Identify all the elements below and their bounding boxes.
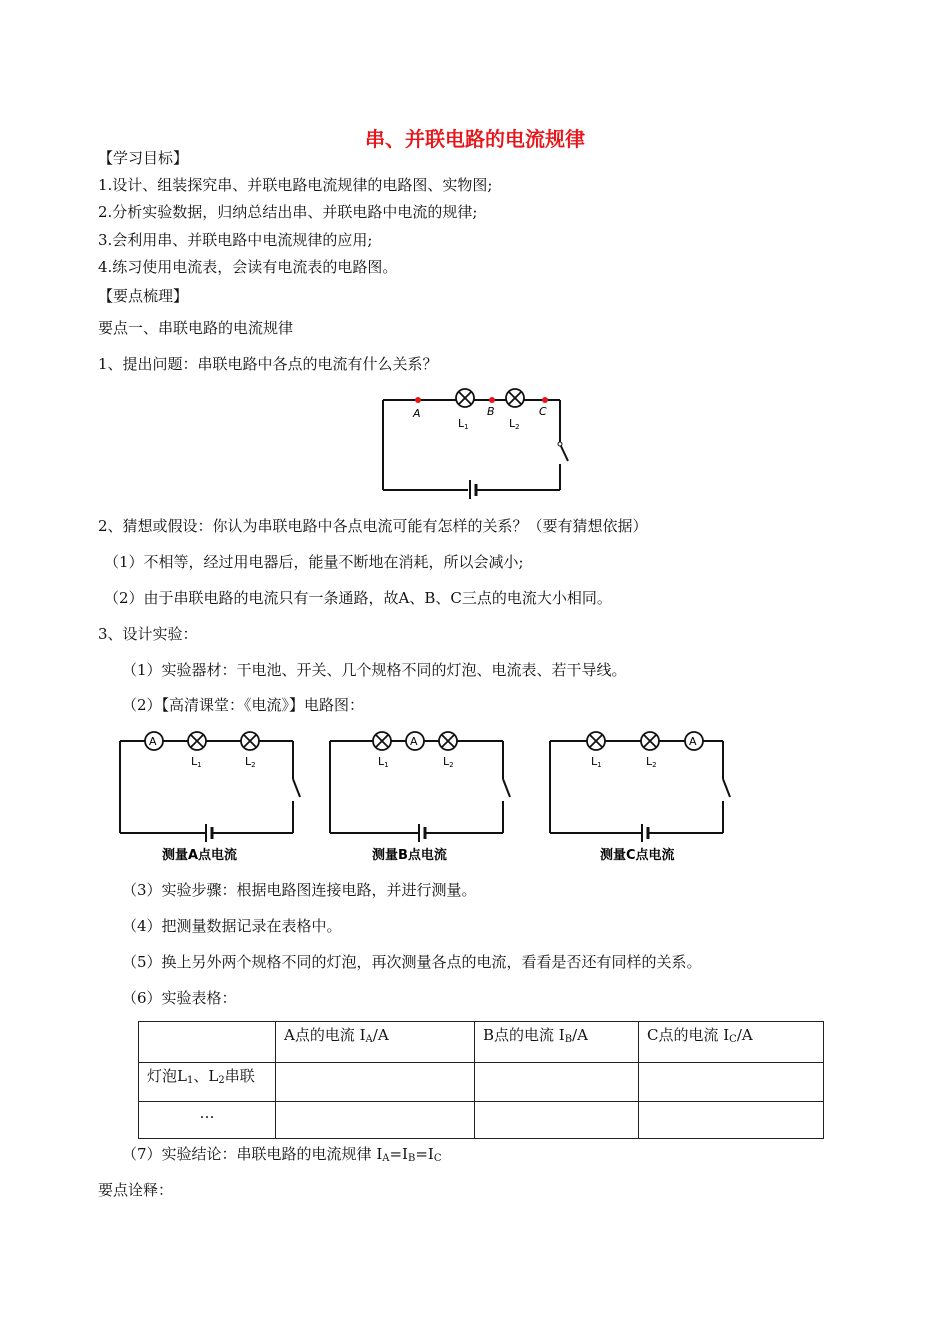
question-3: 3、设计实验： — [98, 625, 198, 643]
lamp-l2-symbol — [506, 389, 524, 407]
point-one-title: 要点一、串联电路的电流规律 — [98, 319, 294, 337]
label-l1: L1 — [458, 417, 469, 431]
label-l1: L1 — [591, 755, 602, 769]
table-row — [139, 1063, 824, 1102]
label-l2: L2 — [245, 755, 256, 769]
point-c-marker — [542, 397, 548, 403]
step-6: （6）实验表格： — [122, 989, 237, 1007]
svg-text:A: A — [149, 735, 157, 748]
table-cell — [639, 1102, 824, 1139]
label-a: A — [413, 407, 421, 420]
label-l2: L2 — [646, 755, 657, 769]
table-row-label-ellipsis: … — [139, 1102, 276, 1139]
svg-text:A: A — [689, 735, 697, 748]
step-2: （2）【高清课堂：《电流》】电路图： — [122, 696, 365, 714]
lamp-l1-symbol — [373, 732, 391, 750]
caption-measure-c: 测量C点电流 — [600, 848, 675, 863]
battery-symbol — [470, 480, 476, 499]
step-4: （4）把测量数据记录在表格中。 — [122, 917, 342, 935]
lamp-l1-symbol — [456, 389, 474, 407]
hypothesis-2: （2）由于串联电路的电流只有一条通路，故A、B、C三点的电流大小相同。 — [104, 589, 612, 607]
series-circuit-diagram — [375, 384, 570, 499]
label-l1: L1 — [378, 755, 389, 769]
step-7-conclusion: （7）实验结论：串联电路的电流规律 $I_A=I_B=I_C$ — [122, 1145, 442, 1164]
circuit-measure-c — [542, 725, 737, 867]
ammeter-symbol — [406, 732, 424, 750]
table-cell — [276, 1063, 475, 1102]
table-row-label-series: 灯泡$L_1$、$L_2$串联 — [139, 1063, 276, 1102]
label-c: C — [539, 405, 547, 418]
ammeter-symbol — [685, 732, 703, 750]
svg-text:A: A — [410, 735, 418, 748]
goal-item-2: 2.分析实验数据，归纳总结出串、并联电路中电流的规律; — [98, 203, 478, 221]
table-header-c: C点的电流 $I_C/A$ — [639, 1022, 824, 1063]
goal-item-3: 3.会利用串、并联电路中电流规律的应用; — [98, 231, 373, 249]
lamp-l2-symbol — [241, 732, 259, 750]
table-cell-empty — [139, 1022, 276, 1063]
table-row — [139, 1102, 824, 1139]
caption-measure-a: 测量A点电流 — [162, 848, 238, 863]
hypothesis-1: （1）不相等，经过用电器后，能量不断地在消耗，所以会减小; — [104, 553, 524, 571]
question-1: 1、提出问题：串联电路中各点的电流有什么关系？ — [98, 355, 438, 373]
label-l2: L2 — [509, 417, 520, 431]
ammeter-symbol — [145, 732, 163, 750]
lamp-l2-symbol — [641, 732, 659, 750]
point-a-marker — [415, 397, 421, 403]
table-cell — [276, 1102, 475, 1139]
step-1: （1）实验器材：干电池、开关、几个规格不同的灯泡、电流表、若干导线。 — [122, 661, 627, 679]
label-b: B — [487, 405, 495, 418]
experiment-table — [138, 1021, 824, 1139]
lamp-l2-symbol — [439, 732, 457, 750]
circuit-measure-a — [112, 725, 307, 867]
caption-measure-b: 测量B点电流 — [372, 848, 447, 863]
switch-symbol — [560, 444, 568, 461]
table-cell — [475, 1063, 639, 1102]
lamp-l1-symbol — [587, 732, 605, 750]
label-l1: L1 — [191, 755, 202, 769]
goal-item-4: 4.练习使用电流表，会读有电流表的电路图。 — [98, 258, 398, 276]
point-b-marker — [489, 397, 495, 403]
table-header-a: A点的电流 $I_A/A$ — [276, 1022, 475, 1063]
key-point-explanation-heading: 要点诠释： — [98, 1181, 174, 1199]
circuit-measure-b — [322, 725, 517, 867]
step-5: （5）换上另外两个规格不同的灯泡，再次测量各点的电流，看看是否还有同样的关系。 — [122, 953, 702, 971]
table-cell — [639, 1063, 824, 1102]
step-3: （3）实验步骤：根据电路图连接电路，并进行测量。 — [122, 881, 477, 899]
page-title: 串、并联电路的电流规律 — [365, 127, 585, 151]
table-header-b: B点的电流 $I_B/A$ — [475, 1022, 639, 1063]
table-cell — [475, 1102, 639, 1139]
question-2: 2、猜想或假设：你认为串联电路中各点电流可能有怎样的关系？（要有猜想依据） — [98, 517, 648, 535]
label-l2: L2 — [443, 755, 454, 769]
summary-heading: 【要点梳理】 — [98, 287, 189, 305]
goals-heading: 【学习目标】 — [98, 149, 189, 167]
lamp-l1-symbol — [188, 732, 206, 750]
table-header-row — [139, 1022, 824, 1063]
goal-item-1: 1.设计、组装探究串、并联电路电流规律的电路图、实物图; — [98, 176, 493, 194]
